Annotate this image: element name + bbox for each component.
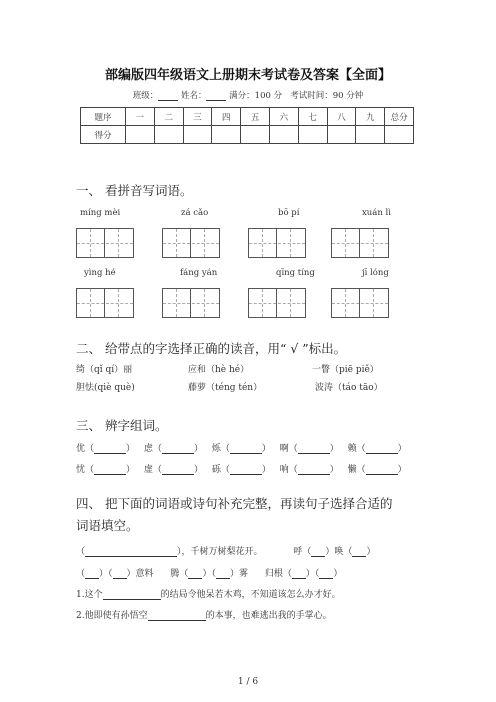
score-cell[interactable] [154,126,183,144]
score-table-header [81,108,414,126]
answer-blank[interactable] [162,464,194,475]
answer-blank[interactable] [352,546,366,557]
writing-box[interactable] [331,288,389,318]
answer-blank[interactable] [113,568,127,579]
page-title: 部编版四年级语文上册期末考试卷及答案【全面】 [104,68,391,83]
score-header-cell: 题序 [81,108,126,126]
reading-item[interactable]: 波涛（táo tāo） [315,383,383,393]
class-blank [158,91,178,101]
fill-row: （ ），千树万树梨花开。 呼（ ）唤（ ） [76,547,376,557]
fill-text: 腾（ [170,569,189,579]
answer-blank[interactable] [85,546,177,557]
reading-item[interactable]: 绮（qǐ qí）丽 [76,365,133,375]
char-prompt: 赖 [347,444,357,454]
char-prompt: 虚 [143,465,153,475]
pinyin-label: qīng tíng [276,268,315,278]
score-table-row [81,126,414,144]
char-prompt: 优 [76,444,86,454]
score-header-cell: 一 [126,108,155,126]
poem-text: ），千树万树梨花开。 [177,547,263,557]
score-cell[interactable] [126,126,155,144]
writing-box[interactable] [248,228,306,258]
fill-text: 呼（ [293,547,312,557]
answer-blank[interactable] [366,464,398,475]
pinyin-label: fáng yán [180,268,218,278]
answer-blank[interactable] [162,443,194,454]
pinyin-label: míng mèi [80,208,121,218]
section1-heading: 一、 看拼音写词语。 [76,183,193,198]
name-blank [206,91,226,101]
answer-blank[interactable] [94,443,126,454]
answer-blank[interactable] [216,568,230,579]
char-prompt: 懒 [347,465,357,475]
answer-blank[interactable] [230,464,262,475]
writing-box[interactable] [76,288,134,318]
sentence-text: 的本事，也难逃出我的手掌心。 [205,611,332,621]
writing-box[interactable] [331,228,389,258]
fill-text: 归根（ [264,569,292,579]
answer-blank[interactable] [148,610,206,621]
char-prompt: 砾 [211,465,221,475]
score-header-cell: 四 [212,108,241,126]
pinyin-label: bō pí [278,208,300,218]
pinyin-label: jī lóng [362,268,389,278]
writing-box[interactable] [76,228,134,258]
writing-box[interactable] [162,288,220,318]
answer-blank[interactable] [85,568,99,579]
char-prompt: 忧 [76,465,86,475]
answer-blank[interactable] [366,443,398,454]
reading-item[interactable]: 胆怯(qiè què) [76,383,135,393]
sentence-text: 2.他即使有孙悟空 [76,611,148,621]
word-group-row: 优（ ） 虑（ ） 烁（ ） 啊（ ） 赖（ ） [76,444,407,454]
writing-box[interactable] [162,228,220,258]
reading-item[interactable]: 一瞥（piē piě） [312,365,379,375]
score-header-cell: 三 [183,108,212,126]
score-cell[interactable] [298,126,327,144]
char-prompt: 啊 [279,444,289,454]
fill-text: ）唤（ [325,547,353,557]
score-cell[interactable] [212,126,241,144]
exam-meta [0,89,496,101]
score-table [80,107,414,144]
sentence-1 [76,587,341,600]
writing-box[interactable] [248,288,306,318]
answer-blank[interactable] [103,589,161,600]
score-header-cell: 二 [154,108,183,126]
sentence-text: 的结局令他呆若木鸡，不知道该怎么办才好。 [160,590,341,600]
score-header-cell: 六 [269,108,298,126]
section3-heading: 三、 辨字组词。 [76,418,168,433]
answer-blank[interactable] [319,568,333,579]
score-header-cell: 七 [298,108,327,126]
char-prompt: 响 [279,465,289,475]
answer-blank[interactable] [94,464,126,475]
fill-row: （ ）（ ）意料 腾（ ）（ ）雾 归根（ ）（ ） [76,569,343,579]
score-cell[interactable] [385,126,414,144]
answer-blank[interactable] [188,568,202,579]
char-prompt: 虑 [143,444,153,454]
reading-item[interactable]: 应和（hè hé） [188,365,250,375]
pinyin-label: zá cǎo [181,208,209,218]
score-cell[interactable] [241,126,270,144]
score-header-cell: 八 [327,108,356,126]
exam-time: 考试时间：90 分钟 [290,91,364,101]
answer-blank[interactable] [230,443,262,454]
answer-blank[interactable] [292,568,306,579]
word-group-row: 忧（ ） 虚（ ） 砾（ ） 响（ ） 懒（ ） [76,465,407,475]
char-prompt: 烁 [211,444,221,454]
section4-heading-cont: 词语填空。 [76,518,139,533]
page-number: 1 / 6 [237,677,259,687]
full-score: 满分：100 分 [229,91,283,101]
name-label: 姓名： [180,91,207,101]
section2-heading: 二、 给带点的字选择正确的读音，用“ √ ”标出。 [76,341,347,356]
fill-text: ）意料 [126,569,154,579]
answer-blank[interactable] [298,464,330,475]
score-row-label: 得分 [81,126,126,144]
section4-heading: 四、 把下面的词语或诗句补充完整，再读句子选择合适的 [76,496,393,511]
score-cell[interactable] [269,126,298,144]
pinyin-label: xuán lì [362,208,391,218]
fill-text: ）雾 [229,569,248,579]
answer-blank[interactable] [311,546,325,557]
score-header-cell: 九 [356,108,385,126]
score-cell[interactable] [183,126,212,144]
pinyin-label: yìng hé [84,268,116,278]
score-header-cell: 五 [241,108,270,126]
reading-item[interactable]: 藤萝（téng tén） [188,383,263,393]
score-cell[interactable] [356,126,385,144]
class-label: 班级： [132,91,159,101]
score-header-cell: 总分 [385,108,414,126]
sentence-text: 1.这个 [76,590,103,600]
sentence-2 [76,608,332,621]
answer-blank[interactable] [298,443,330,454]
score-cell[interactable] [327,126,356,144]
